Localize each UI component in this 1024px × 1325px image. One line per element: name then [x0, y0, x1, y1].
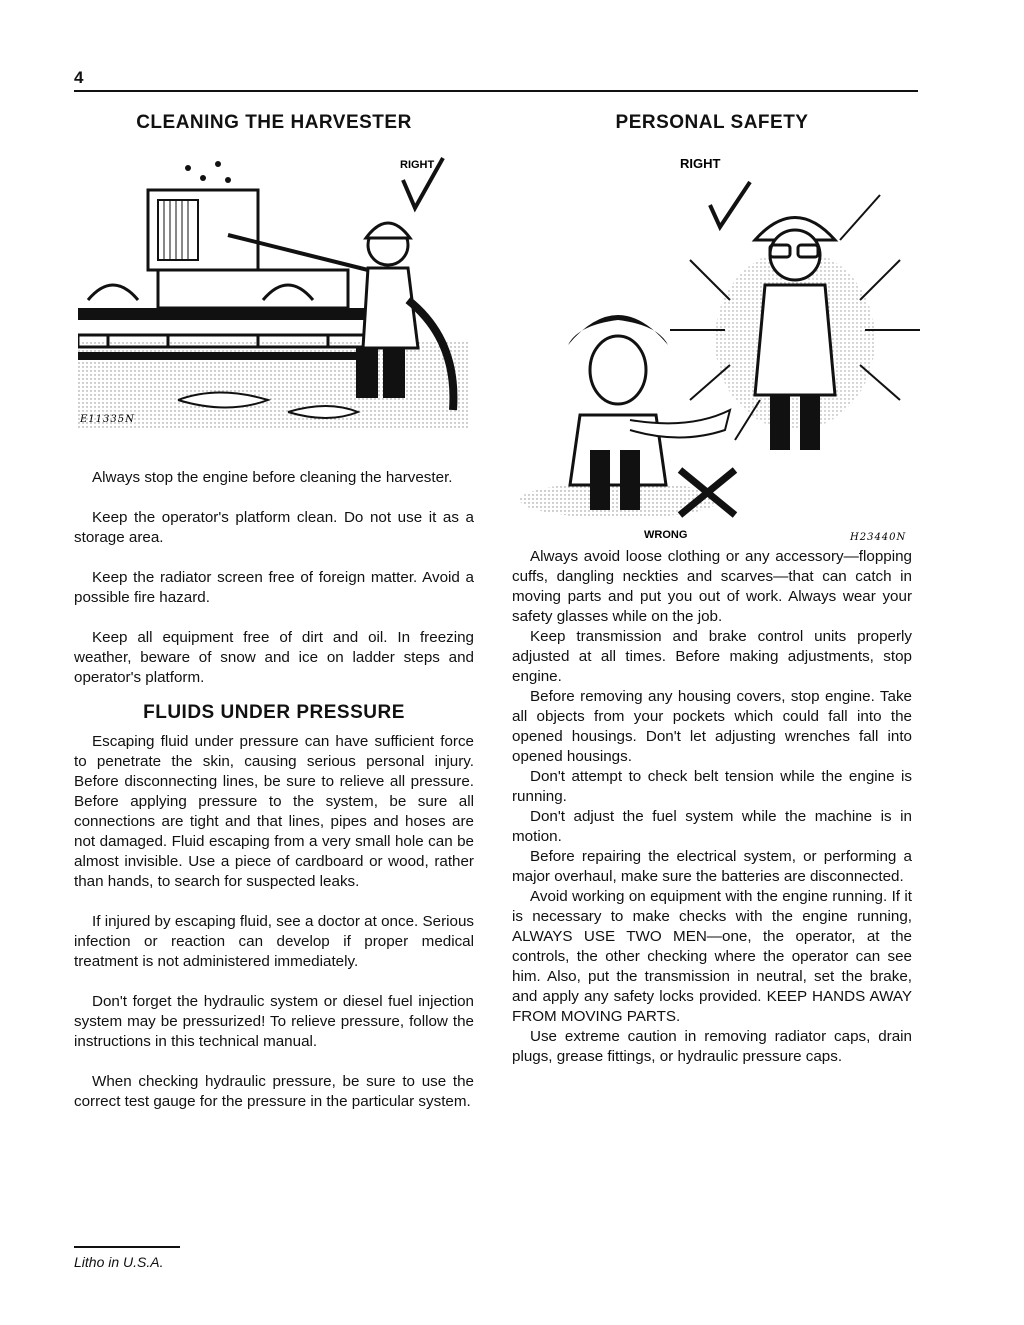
fluids-paragraph-3: Don't forget the hydraulic system or diesel fuel injection system may be pressurized! To relieve pressure, follow the instructions in this technical manual.	[74, 993, 474, 1050]
personal-safety-heading: PERSONAL SAFETY	[615, 112, 809, 133]
right-column	[512, 112, 912, 1067]
footer-rule	[74, 1246, 180, 1248]
fluids-paragraph-4: When checking hydraulic pressure, be sure to use the correct test gauge for the pressure in the particular system.	[74, 1073, 474, 1110]
safety-paragraph-2: Keep transmission and brake control units properly adjusted at all times. Before making adjustments, stop engine.	[512, 628, 912, 685]
safety-paragraph-4: Don't attempt to check belt tension while the engine is running.	[512, 768, 912, 805]
left-column	[74, 112, 474, 1112]
top-rule	[74, 90, 918, 92]
cleaning-paragraph-4: Keep all equipment free of dirt and oil. In freezing weather, beware of snow and ice on ladder steps and operator's platform.	[74, 629, 474, 686]
cleaning-heading: CLEANING THE HARVESTER	[136, 112, 412, 133]
cleaning-paragraph-3: Keep the radiator screen free of foreign matter. Avoid a possible fire hazard.	[74, 569, 474, 606]
fluids-paragraph-2: If injured by escaping fluid, see a doctor at once. Serious infection or reaction can develop if proper medical treatment is not administered immediately.	[74, 913, 474, 970]
safety-paragraph-6: Before repairing the electrical system, or performing a major overhaul, make sure the batteries are disconnected.	[512, 848, 912, 885]
cleaning-paragraph-2: Keep the operator's platform clean. Do not use it as a storage area.	[74, 509, 474, 546]
page-number: 4	[74, 68, 84, 87]
safety-paragraph-3: Before removing any housing covers, stop engine. Take all objects from your pockets which could fall into the opened housings. Don't let adjusting wrenches fall into opened housings.	[512, 688, 912, 765]
safety-figure-id: H23440N	[850, 532, 907, 543]
footer-litho: Litho in U.S.A.	[74, 1254, 164, 1270]
safety-paragraph-5: Don't adjust the fuel system while the machine is in motion.	[512, 808, 912, 845]
safety-right-label: RIGHT	[680, 156, 721, 171]
safety-paragraph-8: Use extreme caution in removing radiator caps, drain plugs, grease fittings, or hydraulic pressure caps.	[512, 1028, 912, 1065]
safety-paragraph-7: Avoid working on equipment with the engine running. If it is necessary to make checks with the engine running, ALWAYS USE TWO MEN—one, the operator, at the controls, the other checking where the operator can see him. Also, put the transmission in neutral, set the brake, and apply any safety locks provided. KEEP HANDS AWAY FROM MOVING PARTS.	[512, 888, 912, 1025]
harvester-figure-id: E11335N	[80, 414, 135, 425]
fluids-paragraph-1: Escaping fluid under pressure can have sufficient force to penetrate the skin, causing serious personal injury. Before disconnecting lines, be sure to relieve all pressure. Before applying pressure to the system, be sure all connections are tight and that lines, pipes and hoses are not damaged. Fluid escaping from a very small hole can be almost invisible. Use a piece of cardboard or wood, rather than hands, to search for suspected leaks.	[74, 733, 474, 890]
safety-paragraph-1: Always avoid loose clothing or any accessory—flopping cuffs, dangling neckties and scarves—that can catch in moving parts and put you out of work. Always wear your safety glasses while on the job.	[512, 548, 912, 625]
harvester-right-label: RIGHT	[400, 159, 435, 171]
cleaning-paragraph-1: Always stop the engine before cleaning the harvester.	[92, 469, 453, 486]
safety-wrong-label: WRONG	[644, 529, 688, 541]
fluids-heading: FLUIDS UNDER PRESSURE	[143, 702, 405, 723]
